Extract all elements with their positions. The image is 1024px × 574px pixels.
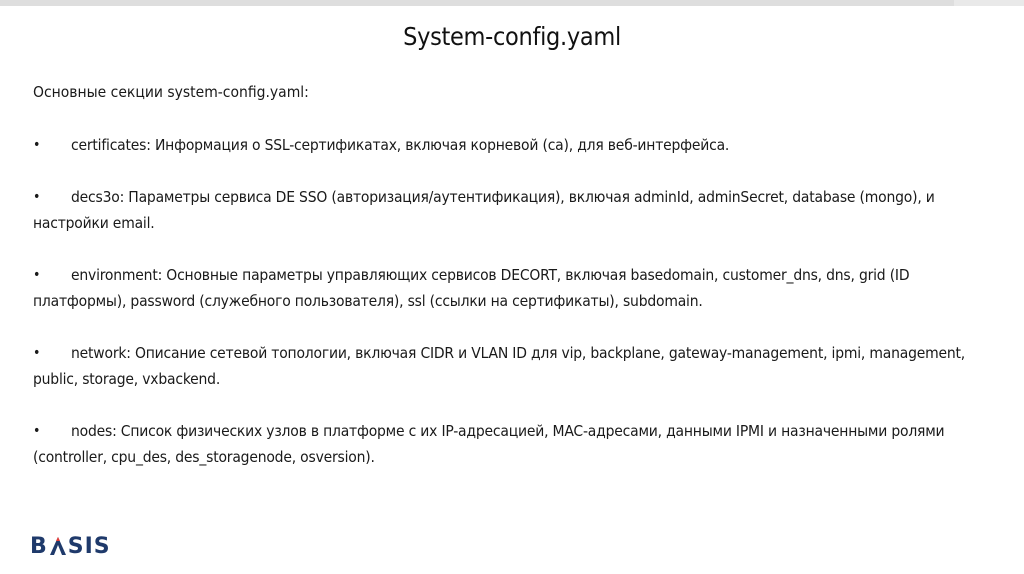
logo-prefix: B [30,533,48,559]
slide-title: System-config.yaml [403,22,621,51]
section-network [33,340,988,392]
bullet-icon: • [33,137,41,153]
bullet-icon: • [33,267,41,283]
logo-a-icon [49,535,67,557]
logo-suffix: SIS [67,533,111,559]
section-text: network: Описание сетевой топологии, включая CIDR и VLAN ID для vip, backplane, gateway-management, ipmi, management, public, storage, vxbackend. [33,344,966,388]
bullet-icon: • [33,189,41,205]
basis-logo [30,531,111,561]
section-environment [33,262,988,314]
section-certificates [33,132,988,158]
bullet-icon: • [33,423,41,439]
bullet-icon: • [33,345,41,361]
section-text: certificates: Информация о SSL-сертификатах, включая корневой (ca), для веб-интерфейса. [71,136,730,154]
section-nodes [33,418,988,470]
section-text: decs3o: Параметры сервиса DE SSO (авторизация/аутентификация), включая adminId, adminSecret, database (mongo), и настройки email. [33,188,935,232]
section-text: nodes: Список физических узлов в платформе с их IP-адресацией, MAC-адресами, данными IPMI и назначенными ролями (controller, cpu_des, des_storagenode, osversion). [33,422,945,466]
top-bar [0,0,1024,6]
section-text: environment: Основные параметры управляющих сервисов DECORT, включая basedomain, customer_dns, dns, grid (ID платформы), password (служебного пользователя), ssl (ссылки на сертификаты), subdomain. [33,266,910,310]
section-decs3o [33,184,988,236]
top-bar-accent [954,0,1024,6]
intro-text: Основные секции system-config.yaml: [33,83,309,101]
